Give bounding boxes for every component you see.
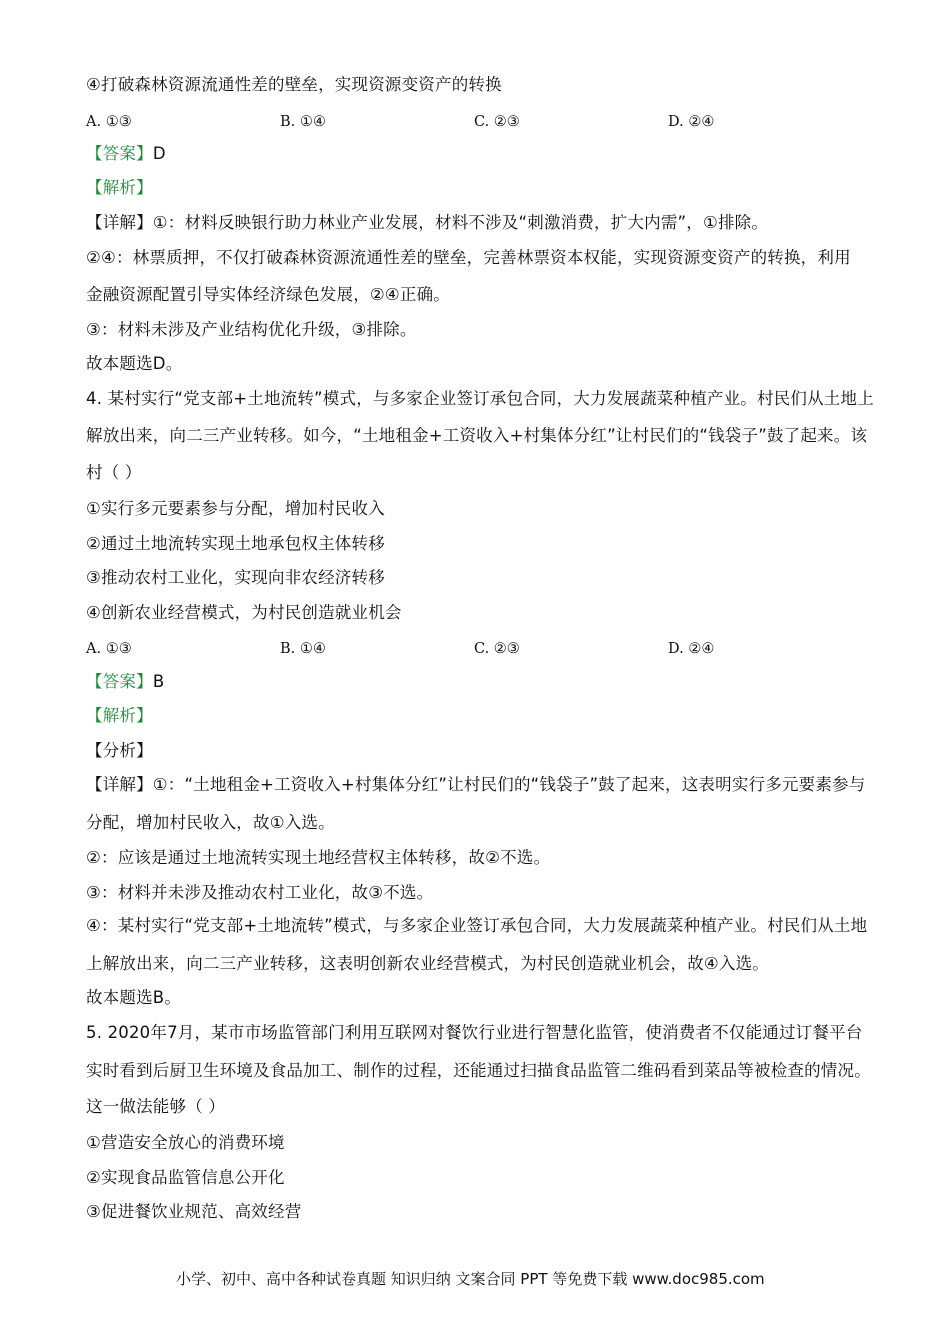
q4-option: ④创新农业经营模式，为村民创造就业机会 — [86, 603, 402, 622]
q3-detail-line: ②④：林票质押，不仅打破森林资源流通性差的壁垒，完善林票资本权能，实现资源变资产的转换，利用 — [86, 248, 851, 267]
q3-choice-d: D. ②④ — [668, 114, 715, 130]
page-footer: 小学、初中、高中各种试卷真题 知识归纳 文案合同 PPT 等免费下载 www.doc985.com — [176, 1270, 765, 1288]
q5-option: ②实现食品监管信息公开化 — [86, 1168, 285, 1187]
q3-conclusion: 故本题选D。 — [86, 354, 183, 373]
q4-stem-line: 村（ ） — [86, 463, 142, 482]
q3-answer — [86, 143, 166, 165]
q4-answer — [86, 671, 164, 693]
q4-detail-line: ④：某村实行“党支部+土地流转”模式，与多家企业签订承包合同，大力发展蔬菜种植产业。村民们从土地 — [86, 916, 868, 935]
q4-detail-line: ③：材料并未涉及推动农村工业化，故③不选。 — [86, 883, 434, 902]
q5-stem-line: 5. 2020年7月，某市市场监管部门利用互联网对餐饮行业进行智慧化监管，使消费者不仅能通过订餐平台 — [86, 1023, 863, 1042]
q3-choice-b: B. ①④ — [280, 114, 326, 130]
q4-detail-line: ②：应该是通过土地流转实现土地经营权主体转移，故②不选。 — [86, 848, 551, 867]
answer-value: D — [152, 144, 166, 163]
q5-stem-line: 这一做法能够（ ） — [86, 1097, 226, 1116]
q3-detail-line: 金融资源配置引导实体经济绿色发展，②④正确。 — [86, 285, 450, 304]
answer-value: B — [152, 672, 165, 691]
q3-choice-c: C. ②③ — [474, 114, 520, 130]
q4-option: ①实行多元要素参与分配，增加村民收入 — [86, 499, 385, 518]
q4-stem-line: 解放出来，向二三产业转移。如今，“土地租金+工资收入+村集体分红”让村民们的“钱袋子”鼓了起来。该 — [86, 426, 868, 445]
answer-label: 【答案】 — [86, 672, 153, 691]
q3-detail-line: ③：材料未涉及产业结构优化升级，③排除。 — [86, 320, 417, 339]
q4-choice-b: B. ①④ — [280, 641, 326, 657]
q4-conclusion: 故本题选B。 — [86, 988, 182, 1007]
q3-detail-line: 【详解】①：材料反映银行助力林业产业发展，材料不涉及“刺激消费，扩大内需”，①排除。 — [86, 213, 769, 232]
q4-option: ②通过土地流转实现土地承包权主体转移 — [86, 534, 385, 553]
q4-detail-line: 分配，增加村民收入，故①入选。 — [86, 813, 335, 832]
q5-option: ③促进餐饮业规范、高效经营 — [86, 1202, 302, 1221]
q3-choice-a: A. ①③ — [86, 114, 132, 130]
q5-stem-line: 实时看到后厨卫生环境及食品加工、制作的过程，还能通过扫描食品监管二维码看到菜品等被检查的情况。 — [86, 1061, 871, 1080]
q4-choice-c: C. ②③ — [474, 641, 520, 657]
answer-label: 【答案】 — [86, 144, 153, 163]
q3-option-4: ④打破森林资源流通性差的壁垒，实现资源变资产的转换 — [86, 75, 502, 94]
q5-option: ①营造安全放心的消费环境 — [86, 1133, 285, 1152]
q4-choice-d: D. ②④ — [668, 641, 715, 657]
q4-analysis-label: 【解析】 — [86, 706, 153, 725]
q4-choice-a: A. ①③ — [86, 641, 132, 657]
q4-stem-line: 4. 某村实行“党支部+土地流转”模式，与多家企业签订承包合同，大力发展蔬菜种植产业。村民们从土地上 — [86, 389, 874, 408]
q4-detail-line: 【详解】①：“土地租金+工资收入+村集体分红”让村民们的“钱袋子”鼓了起来，这表明实行多元要素参与 — [86, 775, 866, 794]
q4-detail-line: 上解放出来，向二三产业转移，这表明创新农业经营模式，为村民创造就业机会，故④入选。 — [86, 954, 769, 973]
q4-fenxi-label: 【分析】 — [86, 741, 153, 760]
q4-option: ③推动农村工业化，实现向非农经济转移 — [86, 568, 385, 587]
q3-analysis-label: 【解析】 — [86, 178, 153, 197]
